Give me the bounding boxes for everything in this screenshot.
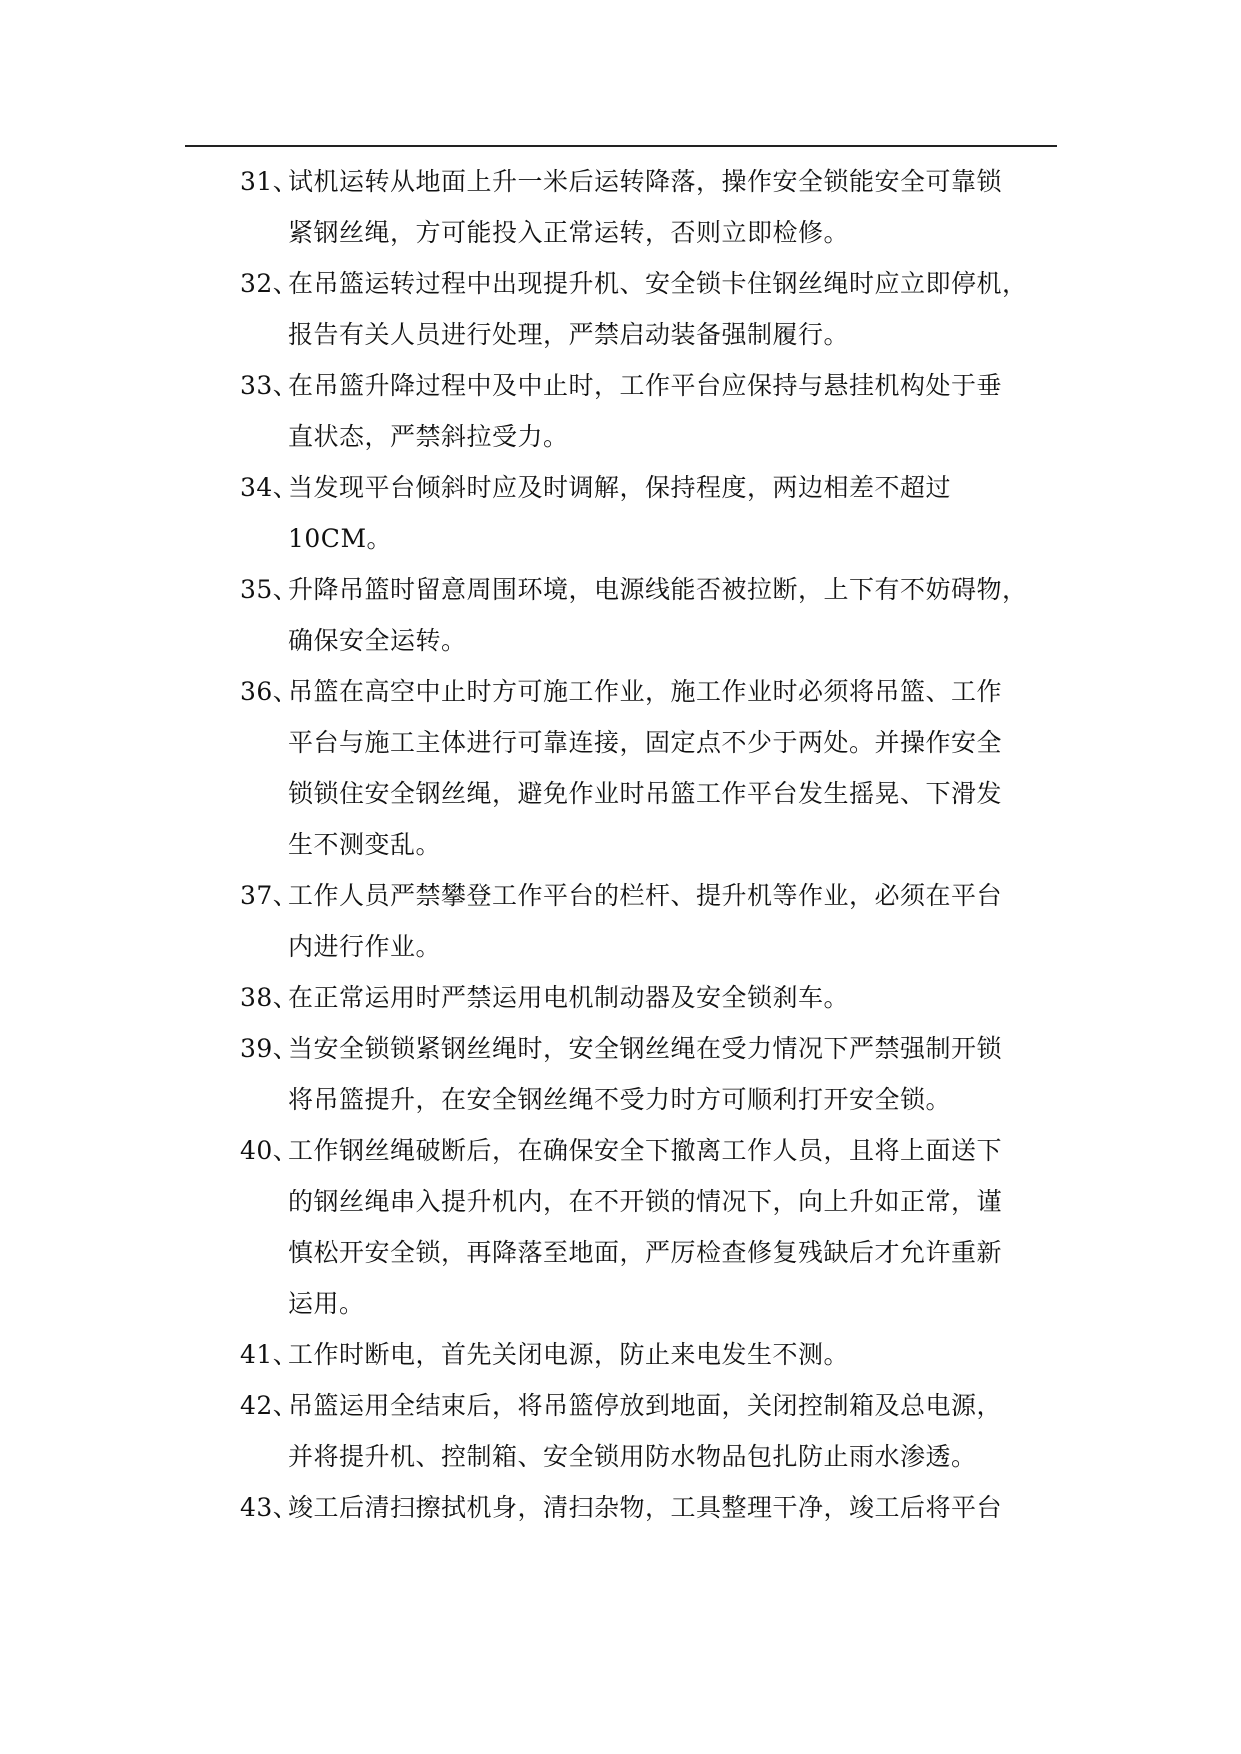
item-text-line: 工作钢丝绳破断后，在确保安全下撤离工作人员，且将上面送下 <box>288 1136 1003 1165</box>
list-item <box>240 1329 1058 1380</box>
item-text-line: 试机运转从地面上升一米后运转降落，操作安全锁能安全可靠锁 <box>288 167 1003 196</box>
item-number: 34、 <box>240 473 299 502</box>
item-number: 35、 <box>240 575 299 604</box>
item-number: 33、 <box>240 371 299 400</box>
item-text-line: 运用。 <box>288 1289 365 1318</box>
list-item <box>240 1125 1058 1329</box>
item-text-line: 报告有关人员进行处理，严禁启动装备强制履行。 <box>288 320 850 349</box>
item-text-line: 吊篮在高空中止时方可施工作业，施工作业时必须将吊篮、工作 <box>288 677 1003 706</box>
item-text-line: 生不测变乱。 <box>288 830 442 859</box>
list-item <box>240 258 1058 360</box>
item-number: 41、 <box>240 1340 299 1369</box>
item-text-line: 在吊篮运转过程中出现提升机、安全锁卡住钢丝绳时应立即停机， <box>288 269 1028 298</box>
item-text-line: 当发现平台倾斜时应及时调解，保持程度，两边相差不超过 <box>288 473 952 502</box>
list-item <box>240 360 1058 462</box>
list-item <box>240 972 1058 1023</box>
list-item <box>240 564 1058 666</box>
item-text-line: 在正常运用时严禁运用电机制动器及安全锁刹车。 <box>288 983 850 1012</box>
item-text-line: 并将提升机、控制箱、安全锁用防水物品包扎防止雨水渗透。 <box>288 1442 977 1471</box>
list-item <box>240 1482 1058 1533</box>
item-text-line: 在吊篮升降过程中及中止时，工作平台应保持与悬挂机构处于垂 <box>288 371 1003 400</box>
item-text-line: 紧钢丝绳，方可能投入正常运转，否则立即检修。 <box>288 218 850 247</box>
item-text-line: 当安全锁锁紧钢丝绳时，安全钢丝绳在受力情况下严禁强制开锁 <box>288 1034 1003 1063</box>
item-text-line: 10CM。 <box>288 524 393 553</box>
item-text-line: 直状态，严禁斜拉受力。 <box>288 422 569 451</box>
item-text-line: 确保安全运转。 <box>288 626 467 655</box>
list-item <box>240 870 1058 972</box>
item-number: 38、 <box>240 983 299 1012</box>
item-number: 37、 <box>240 881 299 910</box>
item-number: 32、 <box>240 269 299 298</box>
list-item <box>240 1380 1058 1482</box>
item-number: 36、 <box>240 677 299 706</box>
item-text-line: 竣工后清扫擦拭机身，清扫杂物，工具整理干净，竣工后将平台 <box>288 1493 1003 1522</box>
item-text-line: 慎松开安全锁，再降落至地面，严厉检查修复残缺后才允许重新 <box>288 1238 1003 1267</box>
header-rule <box>185 145 1057 147</box>
item-number: 39、 <box>240 1034 299 1063</box>
item-text-line: 工作时断电，首先关闭电源，防止来电发生不测。 <box>288 1340 850 1369</box>
item-text-line: 锁锁住安全钢丝绳，避免作业时吊篮工作平台发生摇晃、下滑发 <box>288 779 1003 808</box>
item-text-line: 内进行作业。 <box>288 932 442 961</box>
item-text-line: 工作人员严禁攀登工作平台的栏杆、提升机等作业，必须在平台 <box>288 881 1003 910</box>
list-item <box>240 1023 1058 1125</box>
item-text-line: 平台与施工主体进行可靠连接，固定点不少于两处。并操作安全 <box>288 728 1003 757</box>
item-number: 43、 <box>240 1493 299 1522</box>
document-body <box>240 156 1058 1533</box>
item-text-line: 将吊篮提升，在安全钢丝绳不受力时方可顺利打开安全锁。 <box>288 1085 952 1114</box>
list-item <box>240 666 1058 870</box>
item-number: 40、 <box>240 1136 299 1165</box>
item-text-line: 升降吊篮时留意周围环境，电源线能否被拉断，上下有不妨碍物， <box>288 575 1028 604</box>
list-item <box>240 156 1058 258</box>
item-number: 42、 <box>240 1391 299 1420</box>
item-text-line: 的钢丝绳串入提升机内，在不开锁的情况下，向上升如正常，谨 <box>288 1187 1003 1216</box>
item-text-line: 吊篮运用全结束后，将吊篮停放到地面，关闭控制箱及总电源， <box>288 1391 1003 1420</box>
list-item <box>240 462 1058 564</box>
item-number: 31、 <box>240 167 299 196</box>
